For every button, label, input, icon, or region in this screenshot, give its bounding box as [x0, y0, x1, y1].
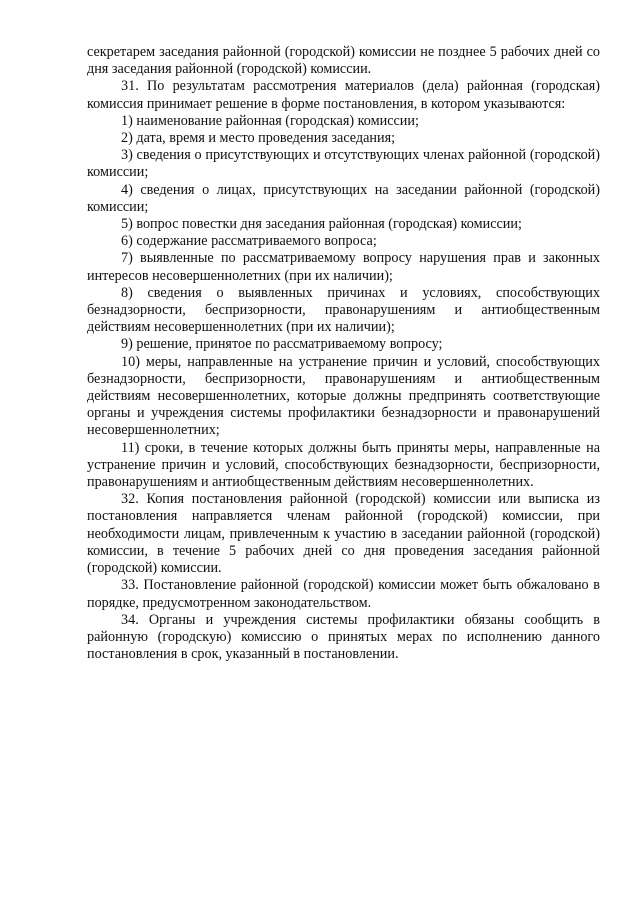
paragraph-31: 31. По результатам рассмотрения материалов (дела) районная (городская) комиссия принимает решение в форме постановления, в котором указываются: [87, 78, 600, 112]
list-item-6: 6) содержание рассматриваемого вопроса; [121, 233, 377, 250]
paragraph-continuation: секретарем заседания районной (городской) комиссии не позднее 5 рабочих дней со дня заседания районной (городской) комиссии. [87, 44, 600, 78]
list-item-5: 5) вопрос повестки дня заседания районная (городская) комиссии; [121, 216, 522, 233]
paragraph-34: 34. Органы и учреждения системы профилактики обязаны сообщить в районную (городскую) комиссию о принятых мерах по исполнению данного постановления в срок, указанный в постановлении. [87, 611, 600, 663]
paragraph-33: 33. Постановление районной (городской) комиссии может быть обжаловано в порядке, предусмотренном законодательством. [87, 577, 600, 611]
document-page [87, 44, 600, 663]
list-item-7: 7) выявленные по рассматриваемому вопросу нарушения прав и законных интересов несовершеннолетних (при их наличии); [87, 250, 600, 284]
list-item-3: 3) сведения о присутствующих и отсутствующих членах районной (городской) комиссии; [87, 147, 600, 181]
list-item-4: 4) сведения о лицах, присутствующих на заседании районной (городской) комиссии; [87, 181, 600, 215]
paragraph-32: 32. Копия постановления районной (городской) комиссии или выписка из постановления направляется членам районной (городской) комиссии, при необходимости лицам, привлеченным к участию в заседании районной (городской) комиссии, в течение 5 рабочих дней со дня проведения заседания районной (городской) комиссии. [87, 491, 600, 577]
list-item-11: 11) сроки, в течение которых должны быть приняты меры, направленные на устранение причин и условий, способствующих безнадзорности, беспризорности, правонарушениям и антиобщественным действиям несовершеннолетних. [87, 439, 600, 491]
list-item-2: 2) дата, время и место проведения заседания; [121, 130, 396, 147]
list-item-1: 1) наименование районная (городская) комиссии; [121, 112, 419, 129]
list-item-8: 8) сведения о выявленных причинах и условиях, способствующих безнадзорности, беспризорности, правонарушениям и антиобщественным действиям несовершеннолетних (при их наличии); [87, 284, 600, 336]
list-item-9: 9) решение, принятое по рассматриваемому вопросу; [121, 336, 443, 353]
list-item-10: 10) меры, направленные на устранение причин и условий, способствующих безнадзорности, беспризорности, правонарушениям и антиобщественным действиям несовершеннолетних, которые должны предпринять соответствующие органы и учреждения системы профилактики безнадзорности и правонарушений несовершеннолетних; [87, 353, 600, 439]
